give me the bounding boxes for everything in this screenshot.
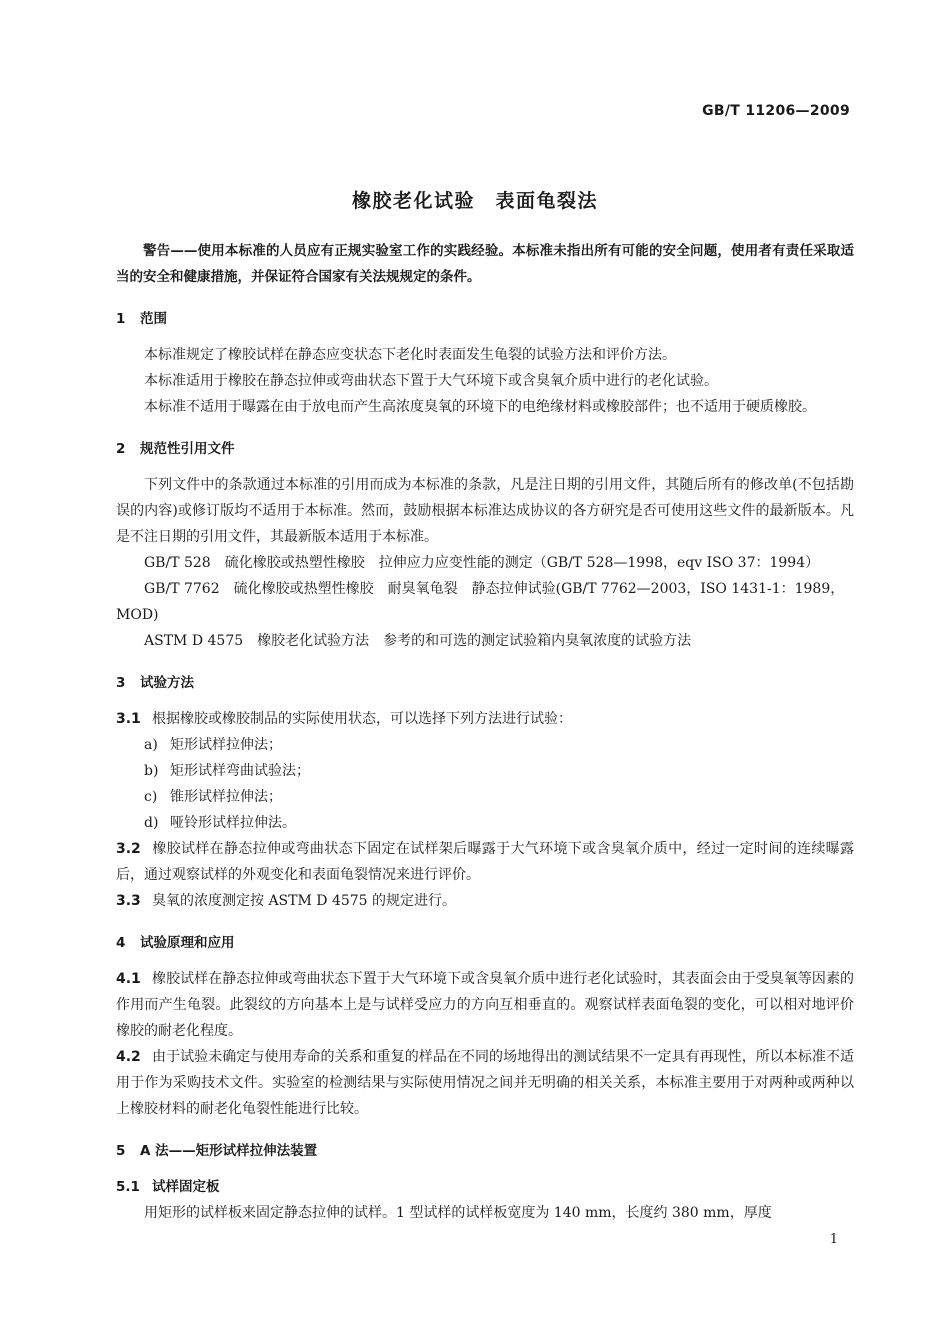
- section-number: 3: [116, 675, 126, 691]
- list-text: 哑铃形试样拉伸法。: [170, 815, 296, 831]
- clause-4-1: [116, 966, 854, 1044]
- reference-item: ASTM D 4575 橡胶老化试验方法 参考的和可选的测定试验箱内臭氧浓度的试验方法: [144, 633, 692, 649]
- document-body: [116, 238, 854, 1226]
- list-label: d): [144, 815, 159, 831]
- section-number: 4: [116, 935, 126, 951]
- clause-text: 根据橡胶或橡胶制品的实际使用状态，可以选择下列方法进行试验：: [152, 711, 572, 727]
- warning-paragraph: 警告——使用本标准的人员应有正规实验室工作的实践经验。本标准未指出所有可能的安全问题，使用者有责任采取适当的安全和健康措施，并保证符合国家有关法规规定的条件。: [116, 243, 854, 285]
- section-4-heading: [116, 930, 854, 956]
- section-title: 规范性引用文件: [140, 441, 235, 457]
- list-text: 矩形试样弯曲试验法；: [170, 763, 310, 779]
- paragraph: 下列文件中的条款通过本标准的引用而成为本标准的条款，凡是注日期的引用文件，其随后所有的修改单(不包括勘误的内容)或修订版均不适用于本标准。然而，鼓励根据本标准达成协议的各方研究是否可使用这些文件的最新版本。凡是不注日期的引用文件，其最新版本适用于本标准。: [116, 477, 854, 545]
- paragraph: 本标准适用于橡胶在静态拉伸或弯曲状态下置于大气环境下或含臭氧介质中进行的老化试验。: [144, 373, 718, 389]
- section-1-heading: [116, 306, 854, 332]
- list-item: [144, 784, 854, 810]
- list-text: 矩形试样拉伸法；: [170, 737, 282, 753]
- clause-4-2: [116, 1044, 854, 1122]
- clause-text: 臭氧的浓度测定按 ASTM D 4575 的规定进行。: [152, 893, 457, 909]
- list-text: 锥形试样拉伸法；: [170, 789, 282, 805]
- section-2-heading: [116, 436, 854, 462]
- clause-5-1-heading: [116, 1174, 854, 1200]
- section-3-heading: [116, 670, 854, 696]
- document-title: 橡胶老化试验 表面龟裂法: [351, 190, 598, 212]
- clause-3-1: [116, 706, 854, 732]
- clause-number: 4.1: [116, 971, 141, 987]
- clause-number: 3.3: [116, 893, 141, 909]
- clause-number: 5.1: [116, 1179, 140, 1195]
- section-title: 试验方法: [140, 675, 194, 691]
- list-label: b): [144, 763, 159, 779]
- list-item: [144, 810, 854, 836]
- paragraph: 本标准规定了橡胶试样在静态应变状态下老化时表面发生龟裂的试验方法和评价方法。: [144, 347, 676, 363]
- list-label: c): [144, 789, 158, 805]
- clause-number: 4.2: [116, 1049, 141, 1065]
- section-title: 试验原理和应用: [140, 935, 235, 951]
- page-number: 1: [829, 1232, 838, 1247]
- reference-item: GB/T 7762 硫化橡胶或热塑性橡胶 耐臭氧龟裂 静态拉伸试验(GB/T 7762—2003，ISO 1431-1：1989，MOD): [116, 581, 845, 623]
- clause-3-3: [116, 888, 854, 914]
- section-number: 2: [116, 441, 126, 457]
- clause-title: 试样固定板: [152, 1179, 220, 1195]
- list-item: [144, 758, 854, 784]
- clause-3-2: [116, 836, 854, 888]
- paragraph: 本标准不适用于曝露在由于放电而产生高浓度臭氧的环境下的电绝缘材料或橡胶部件；也不适用于硬质橡胶。: [144, 399, 816, 415]
- clause-text: 橡胶试样在静态拉伸或弯曲状态下固定在试样架后曝露于大气环境下或含臭氧介质中，经过一定时间的连续曝露后，通过观察试样的外观变化和表面龟裂情况来进行评价。: [116, 841, 854, 883]
- standard-code: GB/T 11206—2009: [702, 103, 850, 119]
- section-number: 5: [116, 1143, 126, 1159]
- list-item: [144, 732, 854, 758]
- clause-number: 3.1: [116, 711, 141, 727]
- section-5-heading: [116, 1138, 854, 1164]
- reference-item: GB/T 528 硫化橡胶或热塑性橡胶 拉伸应力应变性能的测定（GB/T 528—1998，eqv ISO 37：1994）: [144, 555, 820, 571]
- clause-text: 由于试验未确定与使用寿命的关系和重复的样品在不同的场地得出的测试结果不一定具有再现性，所以本标准不适用于作为采购技术文件。实验室的检测结果与实际使用情况之间并无明确的相关关系，本标准主要用于对两种或两种以上橡胶材料的耐老化龟裂性能进行比较。: [116, 1049, 854, 1117]
- paragraph: 用矩形的试样板来固定静态拉伸的试样。1 型试样的试样板宽度为 140 mm，长度约 380 mm，厚度: [144, 1205, 772, 1221]
- section-title: 范围: [140, 311, 167, 327]
- method-list: [116, 732, 854, 836]
- section-title: A 法——矩形试样拉伸法装置: [140, 1143, 318, 1159]
- clause-number: 3.2: [116, 841, 141, 857]
- section-number: 1: [116, 311, 126, 327]
- clause-text: 橡胶试样在静态拉伸或弯曲状态下置于大气环境下或含臭氧介质中进行老化试验时，其表面会由于受臭氧等因素的作用而产生龟裂。此裂纹的方向基本上是与试样受应力的方向互相垂直的。观察试样表面龟裂的变化，可以相对地评价橡胶的耐老化程度。: [116, 971, 854, 1039]
- list-label: a): [144, 737, 158, 753]
